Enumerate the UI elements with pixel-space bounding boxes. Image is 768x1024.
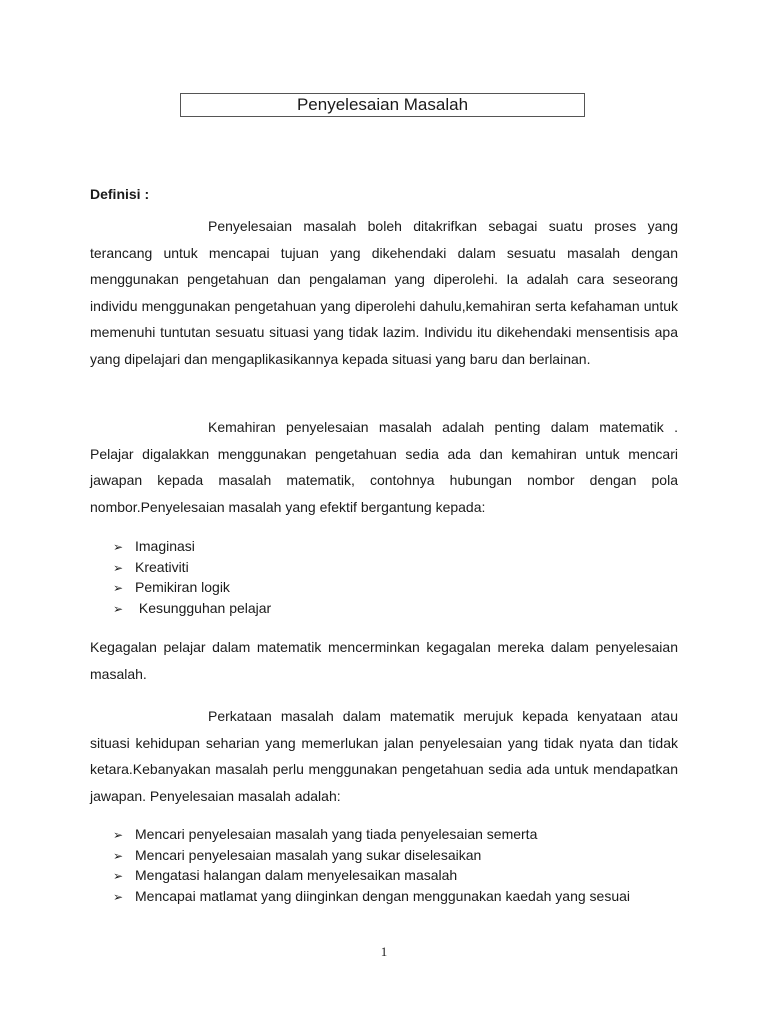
arrow-bullet-icon: ➢	[113, 601, 124, 616]
list-item: ➢ Mencari penyelesaian masalah yang tiada penyelesaian semerta	[113, 825, 630, 846]
bullet-list-problem-solving	[113, 825, 630, 907]
arrow-bullet-icon: ➢	[113, 869, 124, 883]
paragraph-failure: Kegagalan pelajar dalam matematik mencerminkan kegagalan mereka dalam penyelesaian masalah.	[90, 639, 678, 682]
list-item: ➢ Pemikiran logik	[113, 578, 271, 599]
arrow-bullet-icon: ➢	[113, 848, 124, 863]
document-title-text: Penyelesaian Masalah	[296, 95, 469, 114]
arrow-bullet-icon: ➢	[113, 540, 124, 554]
arrow-bullet-icon: ➢	[113, 560, 124, 575]
definition-heading: Definisi :	[90, 186, 150, 202]
paragraph-definition: Penyelesaian masalah boleh ditakrifkan sebagai suatu proses yang terancang untuk mencapai tujuan yang dikehendaki dalam sesuatu masalah dengan menggunakan pengetahuan dan pengalaman yang diperolehi. Ia adalah cara seseorang individu menggunakan pengetahuan yang diperolehi dahulu,kemahiran serta kefahaman untuk memenuhi tuntutan sesuatu situasi yang tidak lazim. Individu itu dikehendaki mensentisis apa yang dipelajari dan mengaplikasikannya kepada situasi yang baru dan berlainan.	[90, 218, 678, 367]
paragraph-word-problem: Perkataan masalah dalam matematik merujuk kepada kenyataan atau situasi kehidupan seharian yang memerlukan jalan penyelesaian yang tidak nyata dan tidak ketara.Kebanyakan masalah perlu menggunakan pengetahuan sedia ada untuk mendapatkan jawapan. Penyelesaian masalah adalah:	[90, 708, 678, 804]
page-number: 1	[380, 944, 388, 959]
document-title	[180, 93, 585, 117]
list-item: ➢ Mengatasi halangan dalam menyelesaikan masalah	[113, 866, 630, 887]
arrow-bullet-icon: ➢	[113, 828, 124, 842]
arrow-bullet-icon: ➢	[113, 889, 124, 904]
paragraph-skill-importance: Kemahiran penyelesaian masalah adalah penting dalam matematik . Pelajar digalakkan menggunakan pengetahuan sedia ada dan kemahiran untuk mencari jawapan kepada masalah matematik, contohnya hubungan nombor dengan pola nombor.Penyelesaian masalah yang efektif bergantung kepada:	[90, 419, 678, 515]
list-item: ➢ Kesungguhan pelajar	[113, 599, 271, 620]
list-item: ➢ Mencari penyelesaian masalah yang sukar diselesaikan	[113, 846, 630, 867]
arrow-bullet-icon: ➢	[113, 581, 124, 595]
bullet-list-factors	[113, 537, 271, 619]
list-item: ➢ Kreativiti	[113, 558, 271, 579]
list-item: ➢ Imaginasi	[113, 537, 271, 558]
list-item: ➢ Mencapai matlamat yang diinginkan dengan menggunakan kaedah yang sesuai	[113, 887, 630, 908]
